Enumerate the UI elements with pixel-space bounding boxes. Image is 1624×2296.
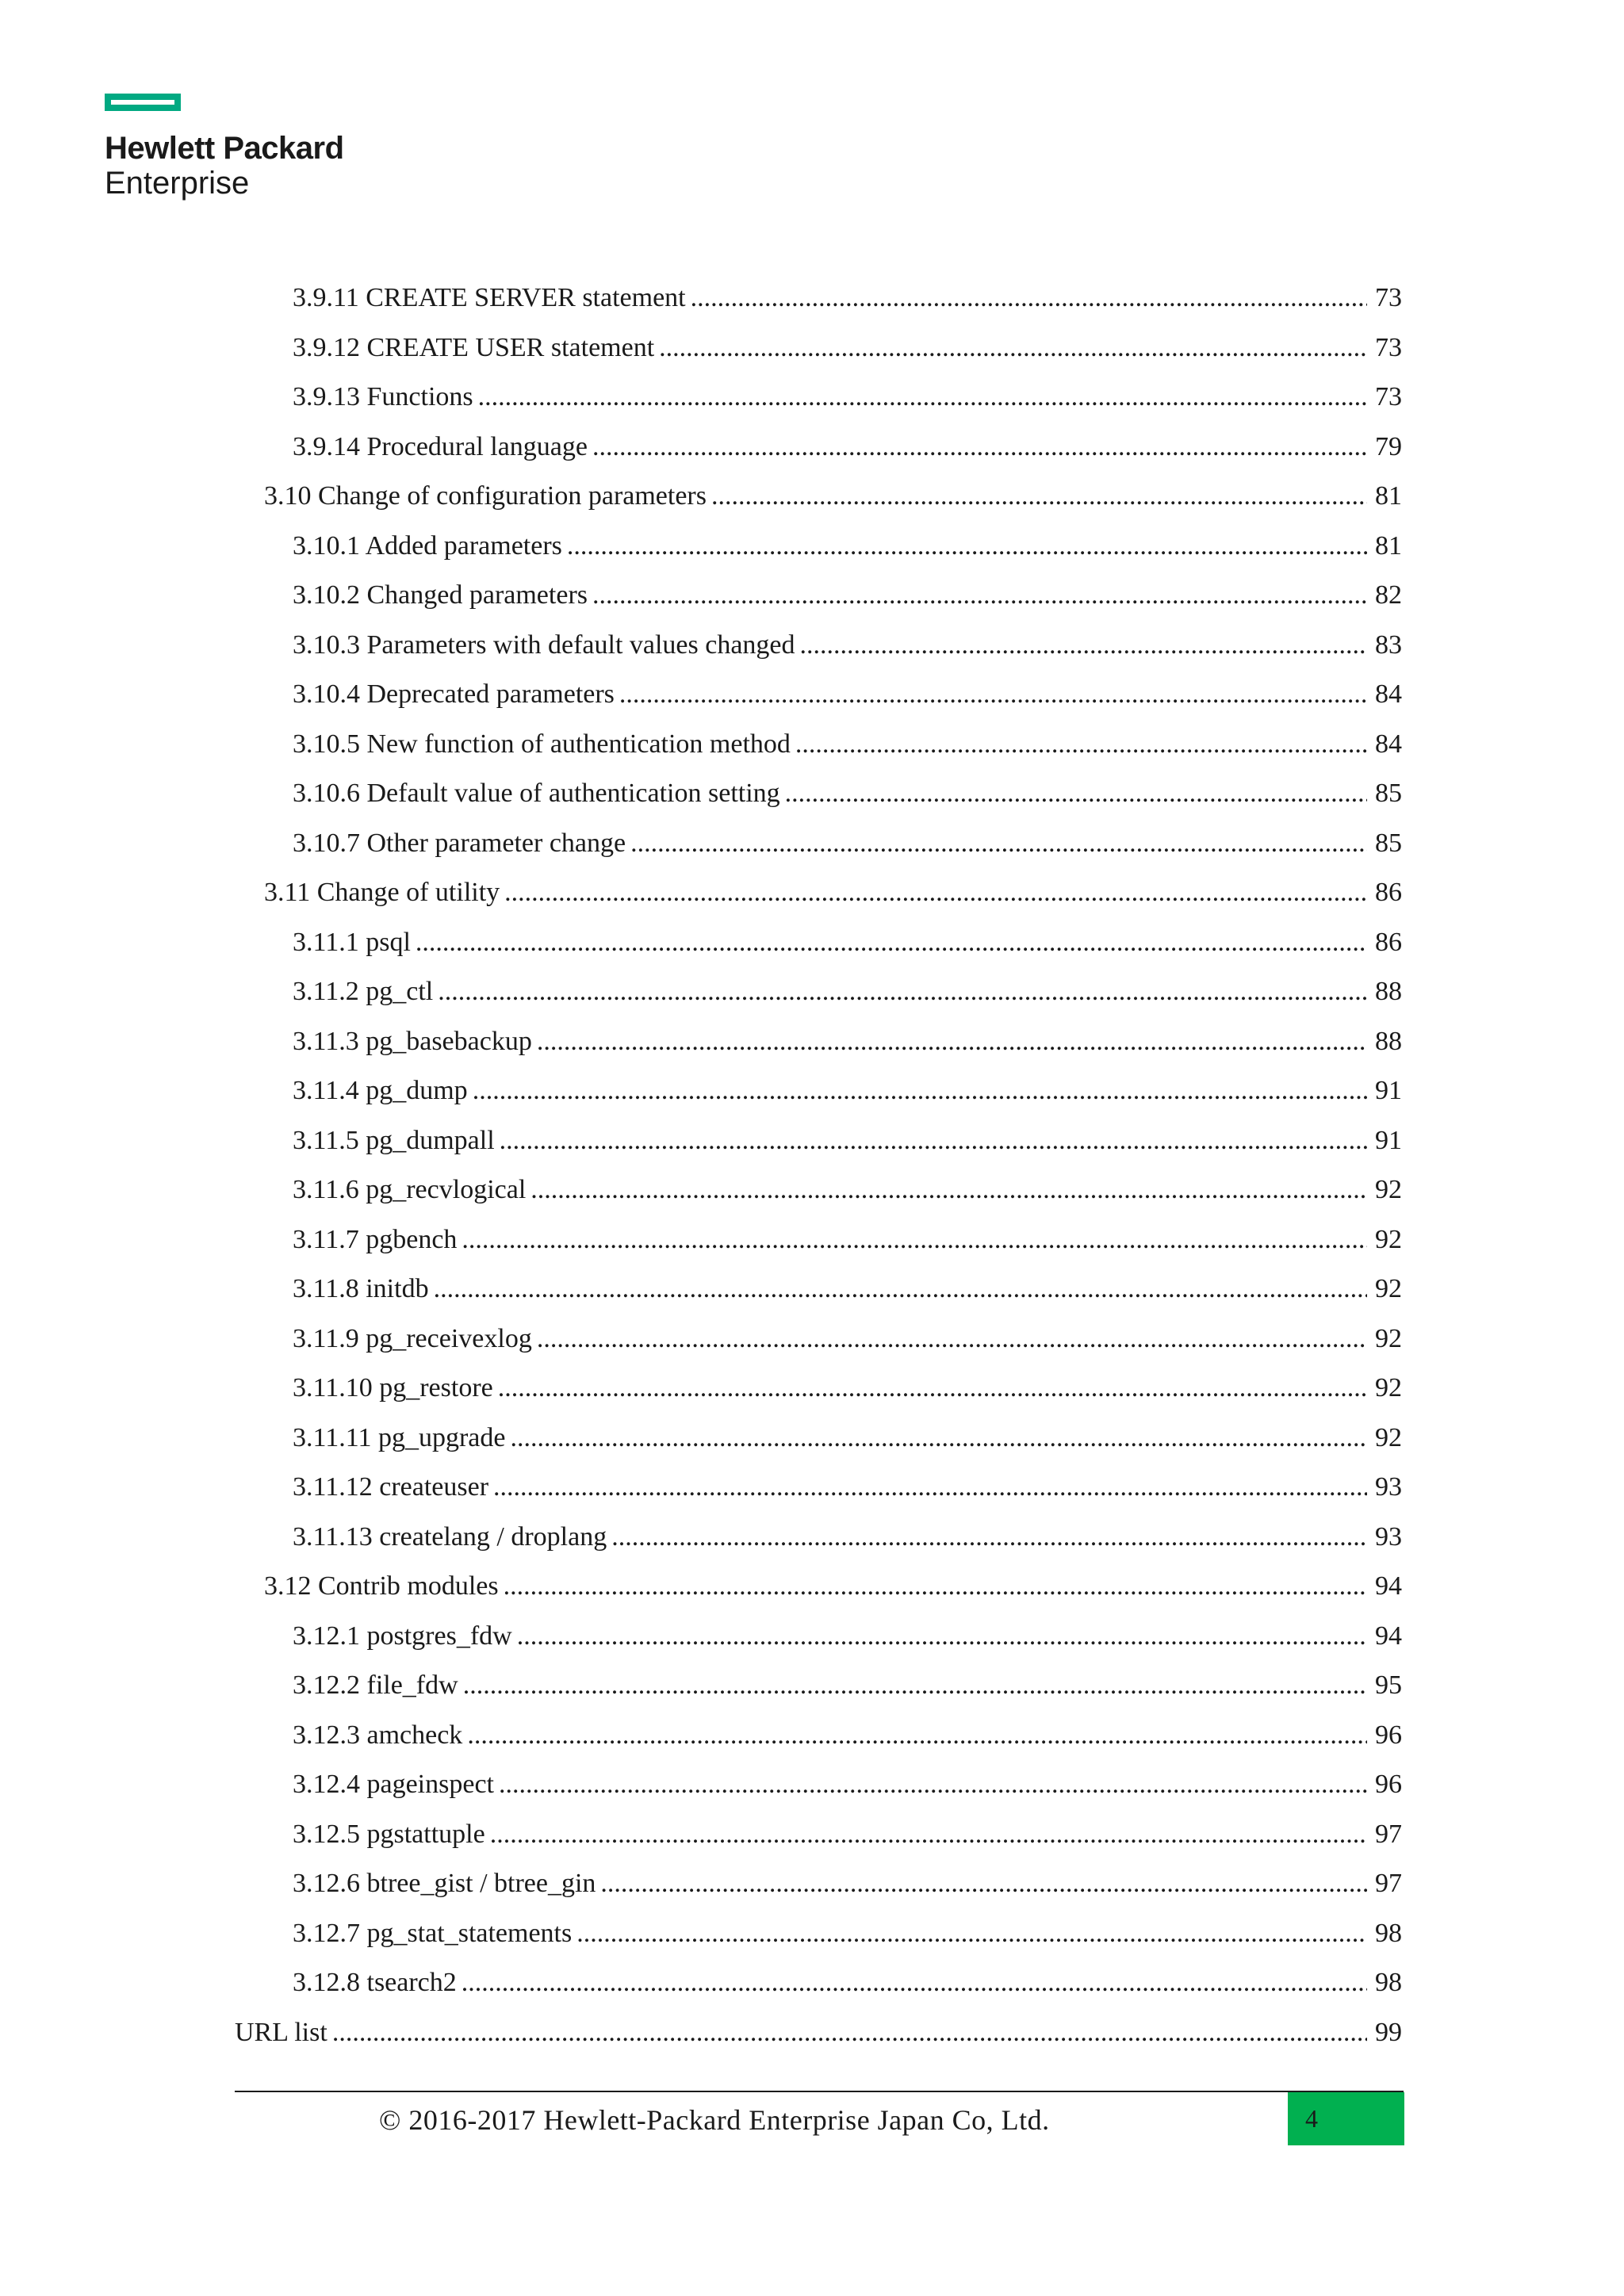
toc-entry-title: 3.10.3 Parameters with default values changed <box>293 629 795 660</box>
toc-dot-leader <box>434 1276 1367 1303</box>
toc-entry-page: 92 <box>1375 1274 1402 1304</box>
toc-entry-page: 97 <box>1375 1869 1402 1899</box>
toc-entry-title: 3.12.7 pg_stat_statements <box>293 1918 573 1948</box>
toc-entry-page: 88 <box>1375 1026 1402 1056</box>
toc-entry-title: 3.11.10 pg_restore <box>293 1373 493 1403</box>
toc-dot-leader <box>498 1375 1367 1402</box>
toc-entry-page: 73 <box>1375 283 1402 313</box>
toc-dot-leader <box>490 1821 1367 1848</box>
toc-entry-page: 73 <box>1375 332 1402 362</box>
toc-entry[interactable] <box>293 1711 1402 1761</box>
toc-dot-leader <box>800 632 1367 659</box>
toc-dot-leader <box>517 1623 1367 1650</box>
toc-entry-page: 79 <box>1375 431 1402 461</box>
toc-dot-leader <box>576 1920 1367 1947</box>
toc-entry[interactable] <box>293 1165 1402 1215</box>
toc-entry[interactable] <box>293 720 1402 770</box>
toc-entry[interactable] <box>293 1661 1402 1711</box>
toc-dot-leader <box>504 1573 1367 1600</box>
toc-entry-page: 82 <box>1375 580 1402 610</box>
toc-entry-page: 98 <box>1375 1918 1402 1948</box>
toc-dot-leader <box>438 978 1367 1005</box>
toc-dot-leader <box>537 1028 1367 1055</box>
toc-entry-page: 92 <box>1375 1175 1402 1205</box>
toc-entry-title: 3.11 Change of utility <box>264 878 500 908</box>
toc-entry-title: 3.10.6 Default value of authentication setting <box>293 779 780 809</box>
toc-entry-title: 3.10.7 Other parameter change <box>293 828 626 858</box>
toc-entry-page: 96 <box>1375 1770 1402 1800</box>
company-logo <box>105 94 358 201</box>
toc-dot-leader <box>499 1771 1367 1798</box>
toc-entry-title: 3.11.2 pg_ctl <box>293 977 434 1007</box>
toc-entry[interactable] <box>293 1215 1402 1265</box>
toc-entry[interactable] <box>293 522 1402 572</box>
toc-entry[interactable] <box>293 1066 1402 1116</box>
toc-entry-title: 3.12.3 amcheck <box>293 1720 463 1750</box>
footer-copyright: © 2016-2017 Hewlett-Packard Enterprise Japan Co, Ltd. <box>379 2104 1050 2136</box>
toc-entry-page: 94 <box>1375 1571 1402 1601</box>
page-number-badge: 4 <box>1288 2092 1404 2145</box>
toc-entry[interactable] <box>293 1760 1402 1810</box>
toc-entry-title: 3.10.4 Deprecated parameters <box>293 679 615 710</box>
toc-entry[interactable] <box>293 967 1402 1017</box>
toc-entry[interactable] <box>293 1265 1402 1314</box>
toc-entry-page: 98 <box>1375 1968 1402 1998</box>
toc-entry-title: URL list <box>235 2017 327 2047</box>
toc-entry-page: 86 <box>1375 927 1402 957</box>
toc-dot-leader <box>510 1425 1367 1452</box>
toc-entry[interactable] <box>264 1562 1402 1612</box>
toc-entry[interactable] <box>264 868 1402 918</box>
toc-entry-page: 84 <box>1375 679 1402 710</box>
toc-entry-page: 92 <box>1375 1422 1402 1452</box>
toc-dot-leader <box>592 582 1367 609</box>
toc-entry-page: 83 <box>1375 629 1402 660</box>
toc-entry[interactable] <box>293 1810 1402 1860</box>
toc-dot-leader <box>493 1474 1367 1501</box>
toc-entry[interactable] <box>293 819 1402 869</box>
toc-entry-title: 3.11.7 pgbench <box>293 1224 458 1254</box>
toc-entry-title: 3.11.6 pg_recvlogical <box>293 1175 527 1205</box>
toc-entry-title: 3.11.1 psql <box>293 927 411 957</box>
toc-entry-title: 3.12.8 tsearch2 <box>293 1968 457 1998</box>
toc-dot-leader <box>462 1969 1367 1996</box>
toc-entry[interactable] <box>293 1314 1402 1364</box>
toc-entry-title: 3.12.2 file_fdw <box>293 1670 458 1701</box>
toc-entry-page: 86 <box>1375 878 1402 908</box>
toc-entry-page: 94 <box>1375 1621 1402 1651</box>
toc-entry[interactable] <box>293 1364 1402 1414</box>
toc-entry[interactable] <box>293 423 1402 473</box>
toc-entry-title: 3.11.8 initdb <box>293 1274 429 1304</box>
logo-text-line1: Hewlett Packard <box>105 131 344 166</box>
toc-entry-title: 3.12.5 pgstattuple <box>293 1819 485 1849</box>
toc-entry[interactable] <box>293 1414 1402 1464</box>
toc-entry-page: 85 <box>1375 828 1402 858</box>
toc-entry[interactable] <box>293 769 1402 819</box>
toc-entry-page: 95 <box>1375 1670 1402 1701</box>
toc-entry-page: 97 <box>1375 1819 1402 1849</box>
toc-entry-page: 91 <box>1375 1076 1402 1106</box>
toc-dot-leader <box>332 2019 1367 2046</box>
toc-dot-leader <box>504 879 1367 906</box>
toc-entry[interactable] <box>293 670 1402 720</box>
logo-text-line2: Enterprise <box>105 166 250 201</box>
toc-entry[interactable] <box>293 1859 1402 1909</box>
toc-entry[interactable] <box>293 1909 1402 1959</box>
toc-entry-page: 73 <box>1375 382 1402 412</box>
toc-entry-page: 93 <box>1375 1472 1402 1502</box>
toc-entry-page: 92 <box>1375 1323 1402 1353</box>
toc-dot-leader <box>795 731 1367 758</box>
toc-dot-leader <box>611 1524 1367 1551</box>
toc-entry-title: 3.11.4 pg_dump <box>293 1076 468 1106</box>
footer-divider <box>235 2091 1404 2092</box>
toc-dot-leader <box>416 929 1367 956</box>
toc-entry-title: 3.11.11 pg_upgrade <box>293 1422 506 1452</box>
toc-dot-leader <box>785 780 1367 807</box>
toc-dot-leader <box>691 285 1367 312</box>
toc-entry-title: 3.9.14 Procedural language <box>293 431 588 461</box>
toc-entry-title: 3.10.2 Changed parameters <box>293 580 588 610</box>
toc-entry[interactable] <box>293 1116 1402 1166</box>
toc-entry-page: 85 <box>1375 779 1402 809</box>
toc-dot-leader <box>619 681 1367 708</box>
toc-entry-page: 88 <box>1375 977 1402 1007</box>
toc-entry-title: 3.9.11 CREATE SERVER statement <box>293 283 686 313</box>
toc-entry[interactable] <box>293 1463 1402 1513</box>
toc-dot-leader <box>711 483 1367 510</box>
toc-dot-leader <box>462 1226 1367 1253</box>
toc-entry-title: 3.12.6 btree_gist / btree_gin <box>293 1869 596 1899</box>
hpe-logo-mark-icon <box>105 94 181 111</box>
toc-entry-page: 92 <box>1375 1224 1402 1254</box>
toc-entry[interactable] <box>293 1513 1402 1563</box>
toc-entry-title: 3.10 Change of configuration parameters <box>264 481 707 511</box>
toc-entry[interactable] <box>293 1612 1402 1662</box>
toc-entry[interactable] <box>293 1017 1402 1067</box>
toc-entry-page: 81 <box>1375 481 1402 511</box>
toc-dot-leader <box>537 1326 1367 1353</box>
toc-entry-title: 3.11.13 createlang / droplang <box>293 1521 607 1552</box>
toc-entry-title: 3.11.12 createuser <box>293 1472 489 1502</box>
toc-entry[interactable] <box>293 274 1402 323</box>
toc-entry-page: 96 <box>1375 1720 1402 1750</box>
toc-entry-page: 99 <box>1375 2017 1402 2047</box>
toc-entry-title: 3.11.3 pg_basebackup <box>293 1026 532 1056</box>
toc-dot-leader <box>478 384 1367 411</box>
toc-dot-leader <box>600 1870 1367 1897</box>
toc-entry[interactable] <box>293 571 1402 621</box>
toc-entry[interactable] <box>293 918 1402 968</box>
toc-entry[interactable] <box>235 2008 1402 2058</box>
toc-dot-leader <box>630 830 1367 857</box>
toc-entry-title: 3.9.13 Functions <box>293 382 473 412</box>
toc-entry-title: 3.10.1 Added parameters <box>293 530 562 561</box>
toc-entry-page: 93 <box>1375 1521 1402 1552</box>
toc-entry-title: 3.12.1 postgres_fdw <box>293 1621 512 1651</box>
toc-entry[interactable] <box>293 621 1402 671</box>
toc-entry[interactable] <box>293 1958 1402 2008</box>
toc-dot-leader <box>473 1077 1367 1104</box>
toc-entry[interactable] <box>264 472 1402 522</box>
toc-entry-page: 92 <box>1375 1373 1402 1403</box>
toc-entry-page: 84 <box>1375 729 1402 759</box>
toc-dot-leader <box>659 335 1367 362</box>
toc-entry-title: 3.9.12 CREATE USER statement <box>293 332 655 362</box>
toc-dot-leader <box>530 1177 1367 1203</box>
toc-entry-page: 81 <box>1375 530 1402 561</box>
toc-entry-title: 3.10.5 New function of authentication method <box>293 729 791 759</box>
toc-entry-title: 3.11.9 pg_receivexlog <box>293 1323 532 1353</box>
toc-dot-leader <box>500 1127 1367 1154</box>
toc-entry-page: 91 <box>1375 1125 1402 1155</box>
toc-dot-leader <box>463 1672 1367 1699</box>
toc-entry-title: 3.11.5 pg_dumpall <box>293 1125 495 1155</box>
toc-entry-title: 3.12 Contrib modules <box>264 1571 499 1601</box>
toc-entry[interactable] <box>293 323 1402 373</box>
toc-entry[interactable] <box>293 373 1402 423</box>
toc-dot-leader <box>592 434 1367 461</box>
toc-entry-title: 3.12.4 pageinspect <box>293 1770 494 1800</box>
toc-dot-leader <box>467 1722 1367 1749</box>
toc-dot-leader <box>567 533 1367 560</box>
